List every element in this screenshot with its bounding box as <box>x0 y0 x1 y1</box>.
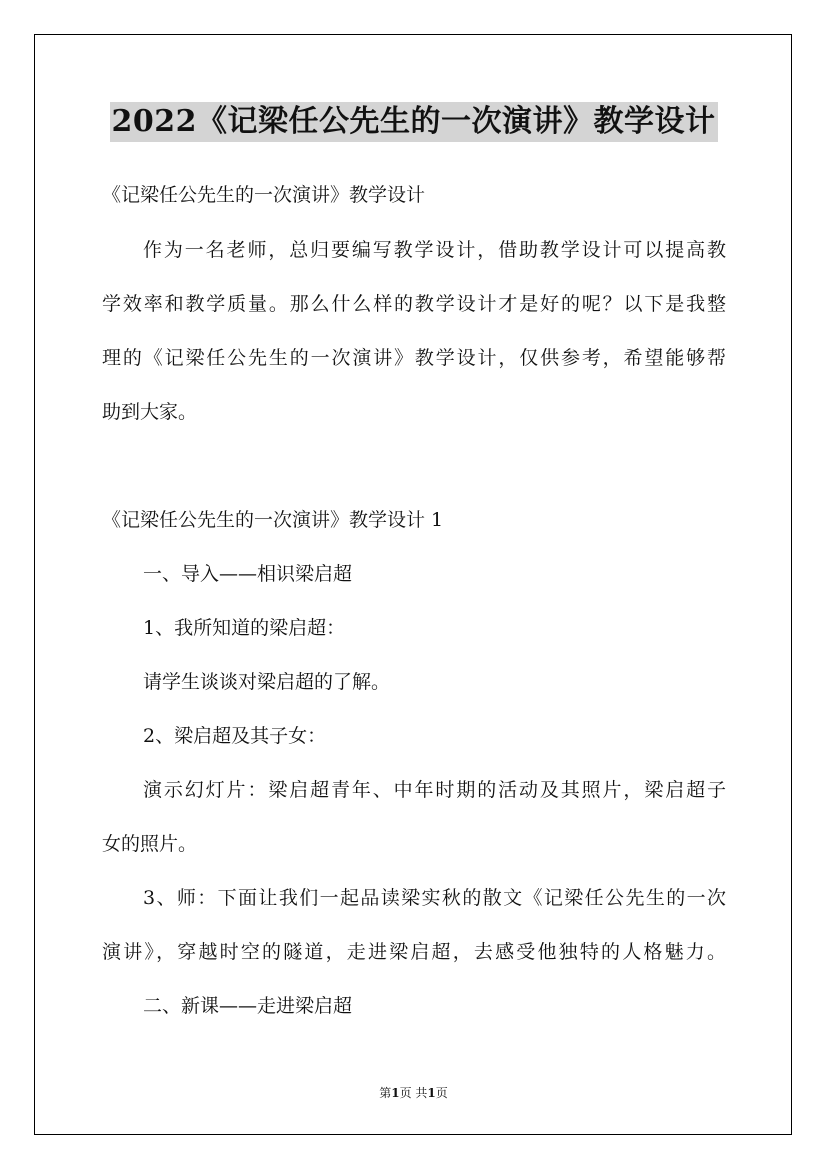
item-two-text-line-2: 女的照片。 <box>102 833 198 855</box>
footer-page-prefix: 第 <box>379 1086 392 1100</box>
footer-page-suffix: 页 <box>435 1086 448 1100</box>
part-one-heading: 一、导入——相识梁启超 <box>143 563 353 585</box>
footer-page-mid: 页 共 <box>399 1086 428 1100</box>
item-two-text-line-1: 演示幻灯片：梁启超青年、中年时期的活动及其照片，梁启超子 <box>143 779 726 801</box>
item-two-heading: 2、梁启超及其子女： <box>143 725 327 747</box>
footer-total-pages: 1 <box>427 1086 436 1100</box>
document-title <box>0 101 827 142</box>
intro-line-4: 助到大家。 <box>102 401 198 423</box>
page-footer <box>0 1086 827 1100</box>
item-one-heading: 1、我所知道的梁启超： <box>143 617 346 639</box>
item-three-text-line-2: 演讲》，穿越时空的隧道，走进梁启超，去感受他独特的人格魅力。 <box>102 941 726 963</box>
intro-line-1: 作为一名老师，总归要编写教学设计，借助教学设计可以提高教 <box>143 239 726 261</box>
intro-line-2: 学效率和教学质量。那么什么样的教学设计才是好的呢？以下是我整 <box>102 293 726 315</box>
item-one-text: 请学生谈谈对梁启超的了解。 <box>143 671 391 693</box>
document-title-text: 2022《记梁任公先生的一次演讲》教学设计 <box>110 102 718 142</box>
footer-current-page: 1 <box>391 1086 400 1100</box>
document-subtitle: 《记梁任公先生的一次演讲》教学设计 <box>102 184 426 206</box>
part-two-heading: 二、新课——走进梁启超 <box>143 995 353 1017</box>
section-heading: 《记梁任公先生的一次演讲》教学设计 1 <box>102 509 444 531</box>
intro-line-3: 理的《记梁任公先生的一次演讲》教学设计，仅供参考，希望能够帮 <box>102 347 726 369</box>
item-three-text-line-1: 3、师：下面让我们一起品读梁实秋的散文《记梁任公先生的一次 <box>143 887 726 909</box>
